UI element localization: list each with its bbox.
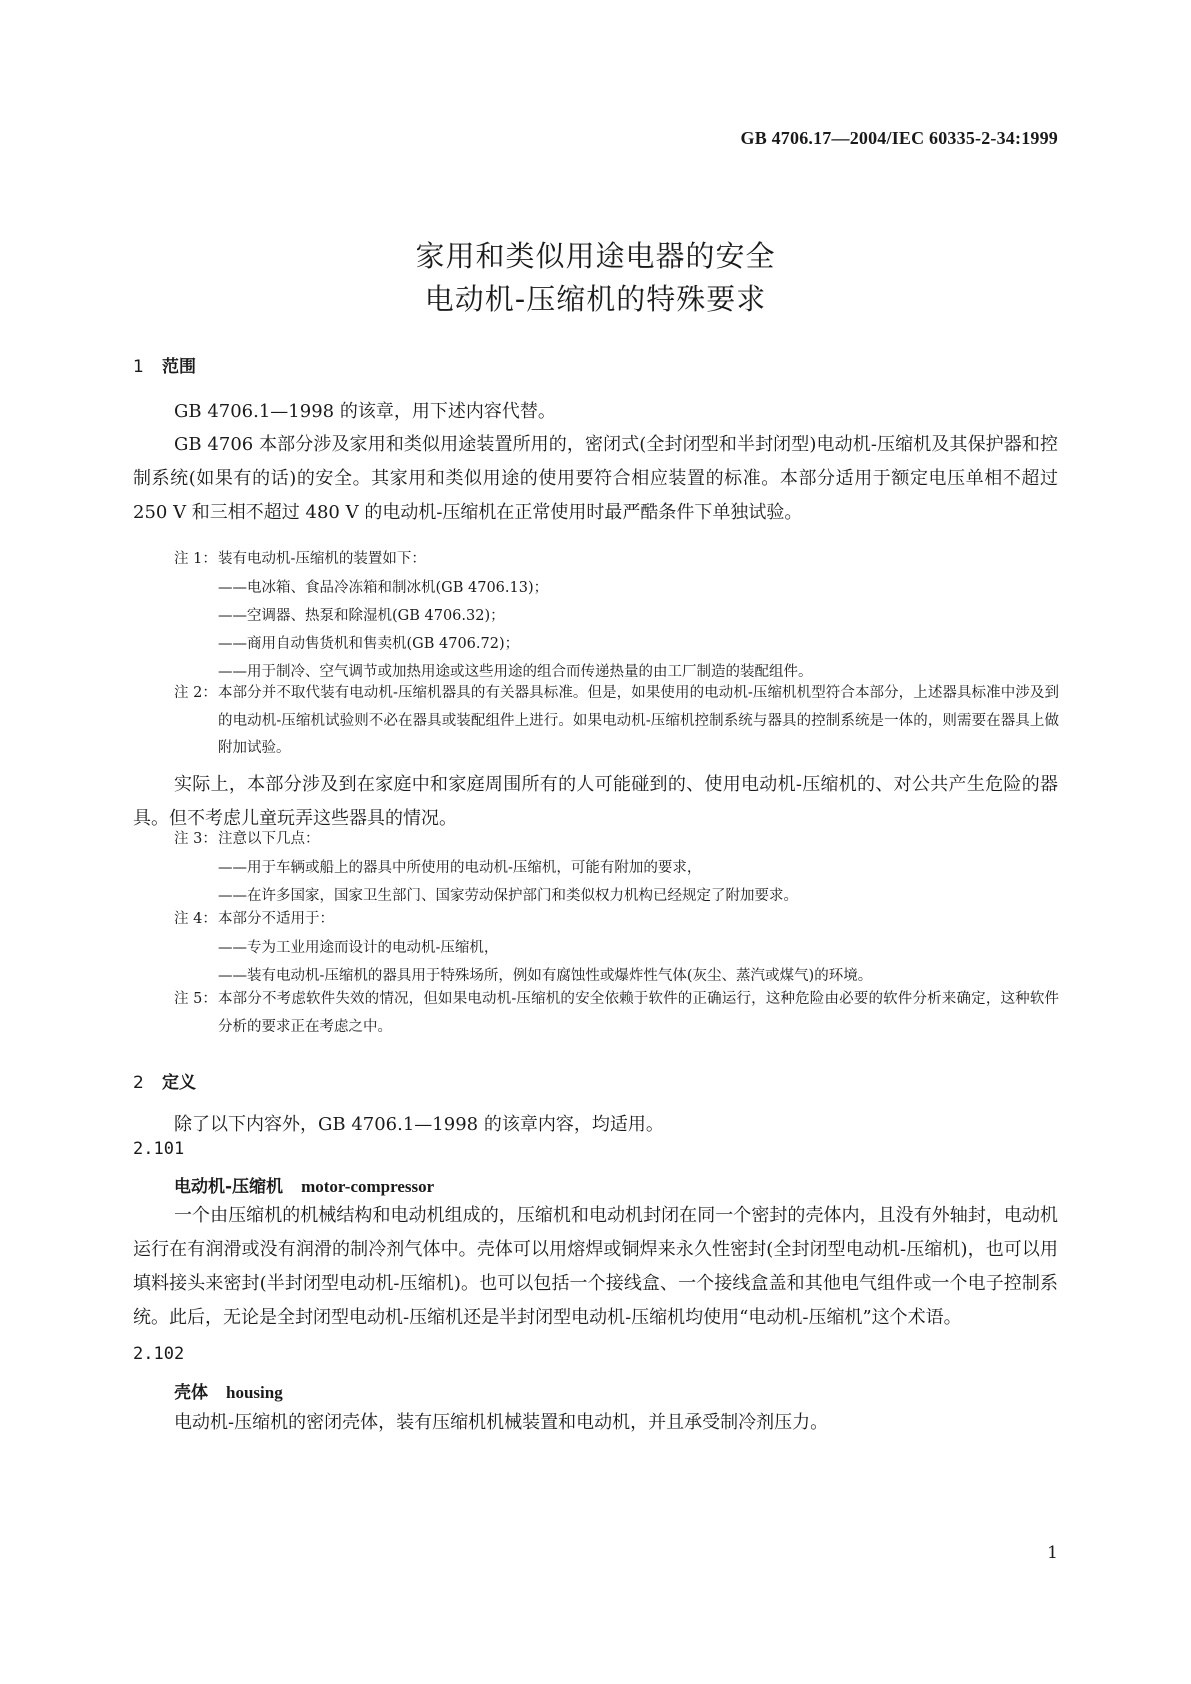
note-4-text: 本部分不适用于：	[218, 911, 334, 927]
clause-2-101-text: 一个由压缩机的机械结构和电动机组成的，压缩机和电动机封闭在同一个密封的壳体内，且没有外轴封，电动机运行在有润滑或没有润滑的制冷剂气体中。壳体可以用熔焊或铜焊来永久性密封(全封闭型电动机-压缩机)，也可以用填料接头来密封(半封闭型电动机-压缩机)。也可以包括一个接线盒、一个接线盒盖和其他电气组件或一个电子控制系统。此后，无论是全封闭型电动机-压缩机还是半封闭型电动机-压缩机均使用“电动机-压缩机”这个术语。	[133, 1205, 1058, 1328]
note-4	[174, 906, 1059, 934]
note-2-label: 注 2：	[174, 685, 217, 701]
note-1-item: ——商用自动售货机和售卖机(GB 4706.72)；	[218, 636, 520, 652]
term-motor-compressor	[174, 1172, 434, 1197]
term-housing	[174, 1378, 283, 1403]
note-1-item: ——空调器、热泵和除湿机(GB 4706.32)；	[218, 608, 505, 624]
term-cn: 壳体	[174, 1383, 208, 1403]
note-3-item: ——用于车辆或船上的器具中所使用的电动机-压缩机，可能有附加的要求，	[218, 860, 702, 876]
section-2-heading	[133, 1068, 1058, 1093]
section-2-paragraph-1: 除了以下内容外，GB 4706.1—1998 的该章内容，均适用。	[174, 1114, 664, 1135]
standard-number: GB 4706.17—2004/IEC 60335-2-34:1999	[740, 128, 1058, 148]
note-1-item: ——用于制冷、空气调节或加热用途或这些用途的组合而传递热量的由工厂制造的装配组件。	[218, 664, 813, 680]
note-3-label: 注 3：	[174, 831, 217, 847]
term-en: housing	[226, 1383, 283, 1402]
section-1-paragraph-2: GB 4706 本部分涉及家用和类似用途装置所用的，密闭式(全封闭型和半封闭型)电动机-压缩机及其保护器和控制系统(如果有的话)的安全。其家用和类似用途的使用要符合相应装置的标准。本部分适用于额定电压单相不超过 250 V 和三相不超过 480 V 的电动机-压缩机在正常使用时最严酷条件下单独试验。	[133, 434, 1058, 523]
note-3-item: ——在许多国家，国家卫生部门、国家劳动保护部门和类似权力机构已经规定了附加要求。	[218, 888, 798, 904]
note-1-item: ——电冰箱、食品冷冻箱和制冰机(GB 4706.13)；	[218, 580, 549, 596]
note-2-text: 本部分并不取代装有电动机-压缩机器具的有关器具标准。但是，如果使用的电动机-压缩机机型符合本部分，上述器具标准中涉及到的电动机-压缩机试验则不必在器具或装配组件上进行。如果电动机-压缩机控制系统与器具的控制系统是一体的，则需要在器具上做附加试验。	[218, 685, 1059, 756]
clause-2-101-number: 2.101	[133, 1139, 185, 1159]
note-1	[174, 546, 1059, 574]
note-2	[174, 680, 1059, 763]
note-4-item: ——装有电动机-压缩机的器具用于特殊场所，例如有腐蚀性或爆炸性气体(灰尘、蒸汽或煤气)的环境。	[218, 968, 873, 984]
section-2-number: 2	[133, 1073, 144, 1093]
note-3	[174, 826, 1059, 854]
note-5-label: 注 5：	[174, 991, 217, 1007]
page-number: 1	[1047, 1543, 1058, 1563]
section-1-paragraph-1: GB 4706.1—1998 的该章，用下述内容代替。	[174, 401, 556, 422]
note-1-text: 装有电动机-压缩机的装置如下：	[218, 551, 426, 567]
note-5	[174, 986, 1059, 1041]
section-1-title: 范围	[162, 357, 196, 377]
section-1-number: 1	[133, 357, 144, 377]
note-5-text: 本部分不考虑软件失效的情况，但如果电动机-压缩机的安全依赖于软件的正确运行，这种危险由必要的软件分析来确定，这种软件分析的要求正在考虑之中。	[218, 991, 1059, 1035]
title-line-2: 电动机-压缩机的特殊要求	[424, 282, 767, 316]
clause-2-102-text: 电动机-压缩机的密闭壳体，装有压缩机机械装置和电动机，并且承受制冷剂压力。	[174, 1412, 829, 1433]
section-1-heading	[133, 352, 1058, 377]
note-3-text: 注意以下几点：	[218, 831, 320, 847]
title-line-1: 家用和类似用途电器的安全	[415, 239, 776, 273]
note-4-item: ——专为工业用途而设计的电动机-压缩机，	[218, 940, 499, 956]
section-1-paragraph-3: 实际上，本部分涉及到在家庭中和家庭周围所有的人可能碰到的、使用电动机-压缩机的、对公共产生危险的器具。但不考虑儿童玩弄这些器具的情况。	[133, 774, 1058, 829]
clause-2-102-number: 2.102	[133, 1344, 185, 1364]
term-en: motor-compressor	[301, 1177, 435, 1196]
note-1-label: 注 1：	[174, 551, 217, 567]
note-4-label: 注 4：	[174, 911, 217, 927]
term-cn: 电动机-压缩机	[174, 1177, 284, 1197]
section-2-title: 定义	[162, 1073, 196, 1093]
